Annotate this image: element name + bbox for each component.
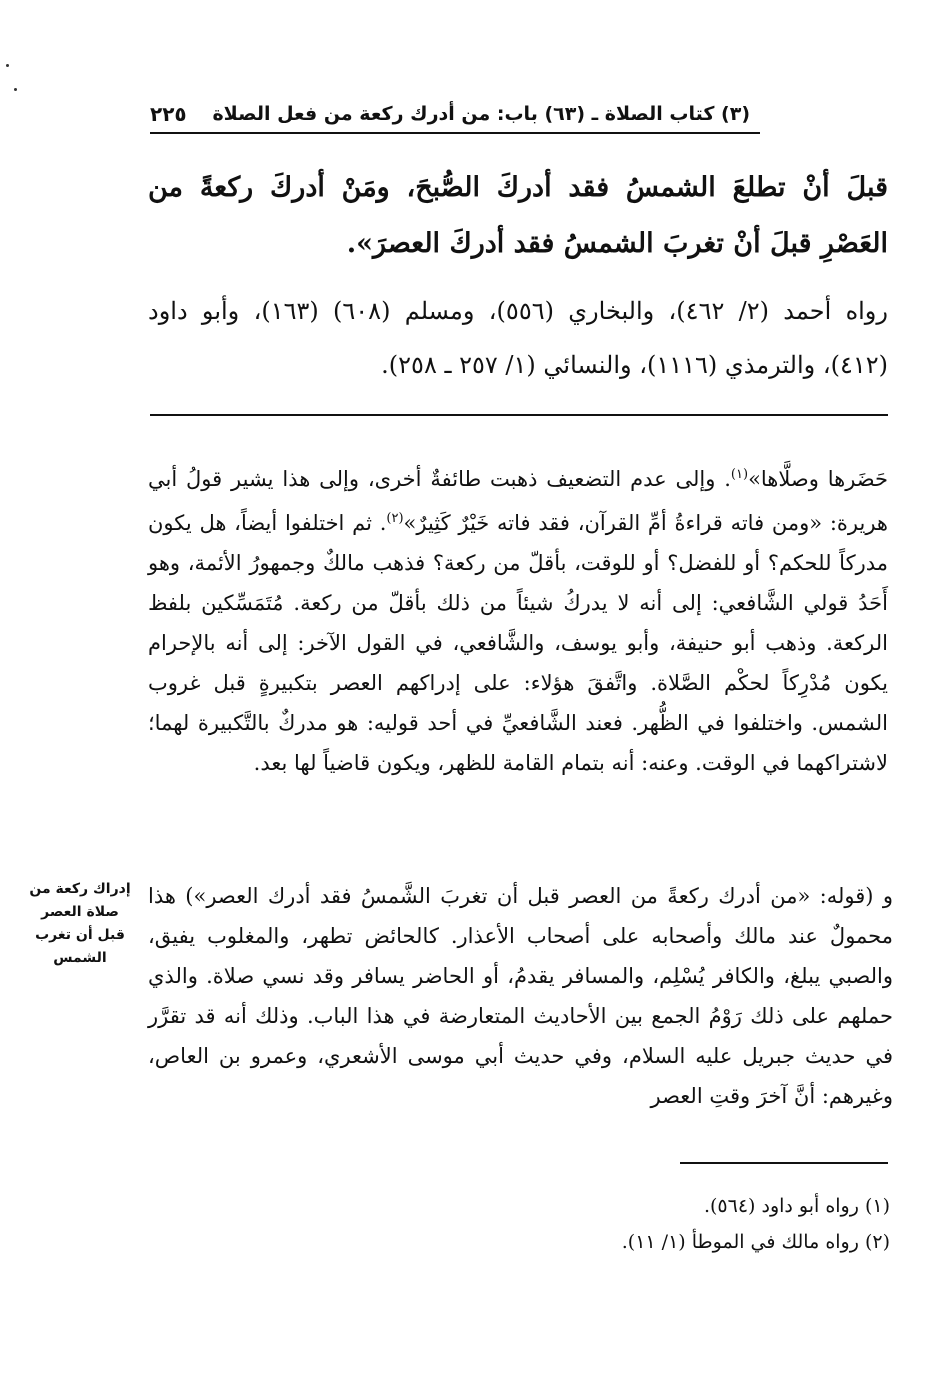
footnote-rule xyxy=(680,1162,888,1164)
commentary-paragraph-1 xyxy=(148,455,888,783)
commentary-text: حَضَرها وصلَّاها» xyxy=(748,467,888,491)
margin-heading-line: الشمس xyxy=(53,950,107,966)
scan-speck xyxy=(14,88,17,91)
footnote-1: (١) رواه أبو داود (٥٦٤). xyxy=(703,1195,890,1217)
running-header xyxy=(150,98,750,130)
hadith-text: قبلَ أنْ تطلعَ الشمسُ فقد أدركَ الصُّبحَ، ومَنْ أدركَ ركعةً من العَصْرِ قبلَ أنْ تغربَ الشمسُ فقد أدركَ العصرَ». xyxy=(148,172,888,259)
section-divider xyxy=(150,414,888,416)
margin-heading-line: قبل أن تغرب xyxy=(35,927,125,943)
page-number: ٢٢٥ xyxy=(150,102,187,126)
margin-heading xyxy=(20,878,140,970)
margin-heading-line: إدراك ركعة من xyxy=(29,881,131,897)
takhrij-text: رواه أحمد (٢/ ٤٦٢)، والبخاري (٥٥٦)، ومسلم (٦٠٨) (١٦٣)، وأبو داود (٤١٢)، والترمذي (١١١٦)، والنسائي (١/ ٢٥٧ ـ ٢٥٨). xyxy=(148,297,888,379)
commentary-text: . ثم اختلفوا أيضاً، هل يكون مدركاً للحكم؟ أو للفضل؟ أو للوقت، بأقلّ من ركعة؟ فذهب مالكٌ وجمهورُ الأئمة، وهو أَحَدُ قولي الشَّافعي: إلى أنه لا يدركُ شيئاً من ذلك بأقلّ من ركعة. مُتَمَسِّكين بلفظ الركعة. وذهب أبو حنيفة، وأبو يوسف، والشَّافعي، في القول الآخر: إلى أنه بالإحرام يكون مُدْرِكاً لحكْم الصَّلاة. واتَّفقَ هؤلاء: على إدراكهم العصر بتكبيرةٍ قبل غروب الشمس. واختلفوا في الظُّهر. فعند الشَّافعيِّ في أحد قوليه: هو مدركٌ بالتَّكبيرة لهما؛ لاشتراكهما في الوقت. وعنه: أنه بتمام القامة للظهر، ويكون قاضياً لها بعد. xyxy=(148,511,888,775)
commentary-paragraph-2: و (قوله: «من أدرك ركعةً من العصر قبل أن تغربَ الشَّمسُ فقد أدرك العصر») هذا محمولٌ عند مالك وأصحابه على أصحاب الأعذار. كالحائض تطهر، والمغلوب يفيق، والصبي يبلغ، والكافر يُسْلِم، والمسافر يقدمُ، أو الحاضر يسافر وقد نسي صلاة. والذي حملهم على ذلك رَوْمُ الجمع بين الأحاديث المتعارضة في هذا الباب. وذلك أنه قد تقرَّر في حديث جبريل عليه السلام، وفي حديث أبي موسى الأشعري، وعمرو بن العاص، وغيرهم: أنَّ آخرَ وقتِ العصر xyxy=(148,884,893,1108)
margin-heading-line: صلاة العصر xyxy=(41,904,119,920)
footnote-ref-2: (٢) xyxy=(386,511,404,526)
header-rule xyxy=(150,132,760,134)
footnotes xyxy=(148,1188,890,1260)
footnote-ref-1: (١) xyxy=(730,467,749,482)
commentary-text: . وإلى عدم التضعيف ذهبت طائفةٌ أخرى، وإلى هذا يشير قولُ أبي هريرة: «ومن فاته قراءةُ أمِّ القرآن، فقد فاته خَيْرٌ كَثِيرٌ» xyxy=(148,467,888,535)
header-title: (٣) كتاب الصلاة ـ (٦٣) باب: من أدرك ركعة من فعل الصلاة xyxy=(212,103,750,125)
footnote-2: (٢) رواه مالك في الموطأ (١/ ١١). xyxy=(621,1231,890,1253)
scan-speck xyxy=(6,64,9,67)
